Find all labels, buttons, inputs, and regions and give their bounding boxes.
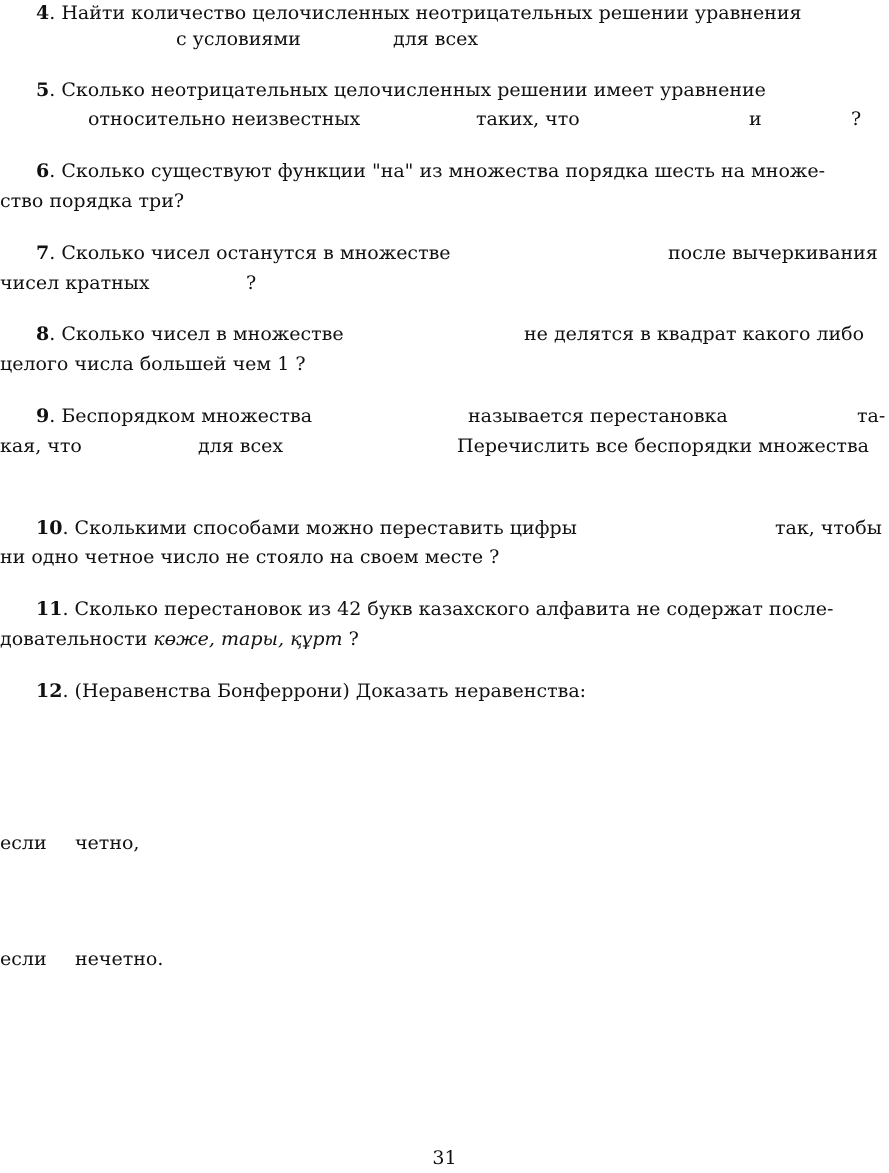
problem-6-text: . Сколько существуют функции "на" из множества порядка шесть на множе- <box>49 160 826 182</box>
problem-9-list-derangements: Перечислить все беспорядки множества <box>457 435 869 457</box>
problem-11-text: . Сколько перестановок из 42 букв казахского алфавита не содержат после- <box>62 598 834 620</box>
problem-8-line-2 <box>0 349 889 379</box>
problem-10-line-2 <box>0 542 889 572</box>
problem-5-text: . Сколько неотрицательных целочисленных решении имеет уравнение <box>49 79 766 101</box>
problem-8-line-1 <box>0 319 889 349</box>
problem-11-line-1 <box>0 594 889 624</box>
problem-10-so-that-label: так, чтобы <box>775 517 882 539</box>
problem-5-line-1 <box>0 75 889 105</box>
problem-5-and-label: и <box>749 108 762 130</box>
problem-11-sequence-label: довательности <box>0 628 148 650</box>
problem-8-text: . Сколько чисел в множестве <box>49 323 344 345</box>
problem-12-text: . (Неравенства Бонферрони) Доказать неравенства: <box>62 680 587 702</box>
problem-8-number: 8 <box>36 323 50 345</box>
problem-11-number: 11 <box>36 598 63 620</box>
problem-9-text: . Беспорядком множества <box>49 405 313 427</box>
problem-9-permutation-label: называется перестановка <box>468 405 728 427</box>
problem-6-text-continued: ство порядка три? <box>0 190 185 212</box>
problem-4-conditions-label: с условиями <box>176 28 301 50</box>
problem-5-line-2 <box>0 104 889 134</box>
problem-6-line-1 <box>0 156 889 186</box>
problem-5-such-that-label: таких, что <box>476 108 580 130</box>
problem-7-after-crossing-label: после вычеркивания <box>668 242 878 264</box>
problem-11-words: көже, тары, құрт <box>153 628 343 650</box>
problem-6-number: 6 <box>36 160 50 182</box>
problem-9-number: 9 <box>36 405 50 427</box>
problem-8-text-continued: целого числа большей чем 1 ? <box>0 353 306 375</box>
problem-9-line-1 <box>0 401 889 431</box>
problem-7-question-mark: ? <box>246 272 257 294</box>
problem-9-for-all-label: для всех <box>198 435 284 457</box>
problem-12-if-label-1: если <box>0 832 47 854</box>
problem-12-odd-label: нечетно. <box>75 948 164 970</box>
problem-4-text: . Найти количество целочисленных неотрицательных решении уравнения <box>49 2 802 24</box>
problem-9-such-that-label: кая, что <box>0 435 82 457</box>
problem-4-for-all-label: для всех <box>393 28 479 50</box>
problem-9-line-2 <box>0 431 889 461</box>
problem-7-line-2 <box>0 268 889 298</box>
problem-6-line-2 <box>0 186 889 216</box>
problem-7-line-1 <box>0 238 889 268</box>
problem-12-case-even <box>0 828 889 858</box>
problem-10-number: 10 <box>36 517 63 539</box>
problem-10-text: . Сколькими способами можно переставить цифры <box>62 517 577 539</box>
problem-7-multiples-label: чисел кратных <box>0 272 150 294</box>
problem-8-not-divisible-label: не делятся в квадрат какого либо <box>524 323 865 345</box>
problem-10-line-1 <box>0 513 889 543</box>
problem-12-case-odd <box>0 944 889 974</box>
problem-7-number: 7 <box>36 242 50 264</box>
problem-9-hyphen-ta: та- <box>857 405 886 427</box>
problem-12-number: 12 <box>36 680 63 702</box>
problem-10-text-continued: ни одно четное число не стояло на своем месте ? <box>0 546 500 568</box>
problem-4-line-2 <box>0 24 889 54</box>
problem-12-line-1 <box>0 676 889 706</box>
problem-5-number: 5 <box>36 79 50 101</box>
problem-12-if-label-2: если <box>0 948 47 970</box>
problem-12-even-label: четно, <box>75 832 140 854</box>
problem-5-question-mark: ? <box>851 108 862 130</box>
problem-5-unknowns-label: относительно неизвестных <box>88 108 361 130</box>
page-number: 31 <box>432 1147 457 1169</box>
problem-11-question-mark: ? <box>348 628 359 650</box>
problem-4-number: 4 <box>36 2 50 24</box>
problem-11-line-2 <box>0 624 889 654</box>
problem-7-text: . Сколько чисел останутся в множестве <box>49 242 451 264</box>
